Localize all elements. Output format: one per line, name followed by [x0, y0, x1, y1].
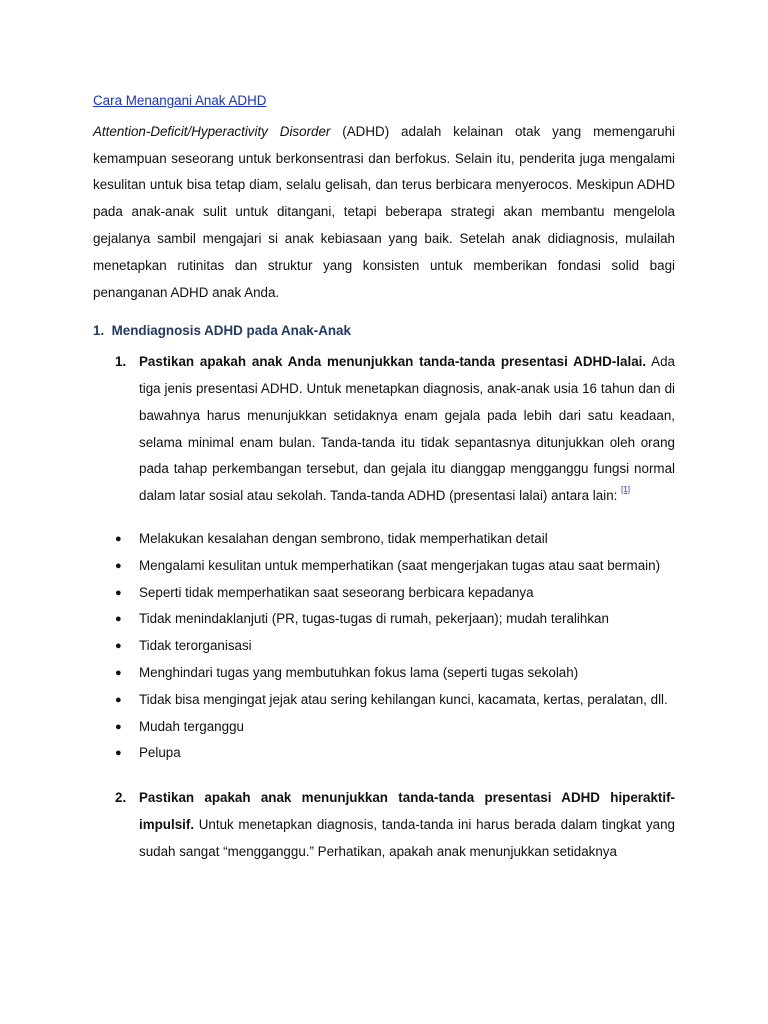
list-item [93, 580, 675, 607]
list-item-text: Mudah terganggu [139, 718, 244, 734]
list-item [93, 553, 675, 580]
item-paragraph [139, 785, 675, 865]
bullet-icon: ● [115, 613, 122, 626]
list-item [93, 633, 675, 660]
bullet-icon: ● [115, 693, 122, 706]
list-item-text: Tidak menindaklanjuti (PR, tugas-tugas di rumah, pekerjaan); mudah teralihkan [139, 611, 609, 627]
document-title-link[interactable]: Cara Menangani Anak ADHD [93, 93, 267, 108]
list-item-text: Tidak terorganisasi [139, 638, 252, 654]
list-item [93, 660, 675, 687]
list-item-text: Tidak bisa mengingat jejak atau sering kehilangan kunci, kacamata, kertas, peralatan, dll. [139, 691, 668, 707]
item-bold-lead: Pastikan apakah anak menunjukkan tanda-tanda presentasi ADHD hiperaktif-impulsif. [139, 790, 675, 832]
list-item-text: Mengalami kesulitan untuk memperhatikan (saat mengerjakan tugas atau saat bermain) [139, 557, 661, 573]
document-page [93, 88, 675, 866]
section-number: 1. [93, 323, 105, 339]
list-item-text: Menghindari tugas yang membutuhkan fokus lama (seperti tugas sekolah) [139, 664, 579, 680]
citation-marker [621, 485, 630, 494]
bullet-icon: ● [115, 720, 122, 733]
bullet-icon: ● [115, 586, 122, 599]
bullet-icon: ● [115, 532, 122, 545]
list-item-text: Pelupa [139, 745, 181, 761]
bullet-icon: ● [115, 640, 122, 653]
numbered-item-2 [93, 785, 675, 865]
citation-link[interactable]: [1] [621, 485, 630, 495]
item-bold-lead: Pastikan apakah anak Anda menunjukkan tanda-tanda presentasi ADHD-lalai. [139, 354, 647, 370]
list-item-text: Seperti tidak memperhatikan saat seseorang berbicara kepadanya [139, 584, 534, 600]
item-number: 2. [115, 790, 127, 806]
intro-paragraph [93, 119, 675, 307]
item-text: Ada tiga jenis presentasi ADHD. Untuk menetapkan diagnosis, anak-anak usia 16 tahun dan di bawahnya harus menunjukkan setidaknya enam gejala pada lebih dari satu keadaan, selama minimal enam bulan. Tanda-tanda itu tidak sepantasnya ditunjukkan oleh orang pada tahap perkembangan tersebut, dan gejala itu dianggap mengganggu fungsi normal dalam latar sosial atau sekolah. Tanda-tanda ADHD (presentasi lalai) antara lain: [139, 354, 676, 504]
bullet-icon: ● [115, 666, 122, 679]
list-item [93, 714, 675, 741]
intro-term: Attention-Deficit/Hyperactivity Disorder [93, 123, 331, 139]
item-paragraph [139, 349, 675, 510]
section-title: Mendiagnosis ADHD pada Anak-Anak [111, 323, 351, 339]
section-heading [93, 318, 675, 345]
list-item [93, 526, 675, 553]
item-text: Untuk menetapkan diagnosis, tanda-tanda ini harus berada dalam tingkat yang sudah sangat “mengganggu.” Perhatikan, apakah anak menunjukkan setidaknya [139, 816, 675, 859]
bullet-icon: ● [115, 747, 122, 760]
symptom-list [93, 526, 675, 767]
numbered-item-1 [93, 349, 675, 510]
list-item-text: Melakukan kesalahan dengan sembrono, tidak memperhatikan detail [139, 530, 548, 546]
intro-text: (ADHD) adalah kelainan otak yang memengaruhi kemampuan seseorang untuk berkonsentrasi dan berfokus. Selain itu, penderita juga mengalami kesulitan untuk bisa tetap diam, selalu gelisah, dan terus berbicara menyerocos. Meskipun ADHD pada anak-anak sulit untuk ditangani, tetapi beberapa strategi akan membantu mengelola gejalanya sambil mengajari si anak kebiasaan yang baik. Setelah anak didiagnosis, mulailah menetapkan rutinitas dan struktur yang konsisten untuk memberikan fondasi solid bagi penanganan ADHD anak Anda. [93, 123, 675, 300]
item-number: 1. [115, 354, 127, 370]
list-item [93, 687, 675, 714]
list-item [93, 740, 675, 767]
bullet-icon: ● [115, 559, 122, 572]
list-item [93, 606, 675, 633]
